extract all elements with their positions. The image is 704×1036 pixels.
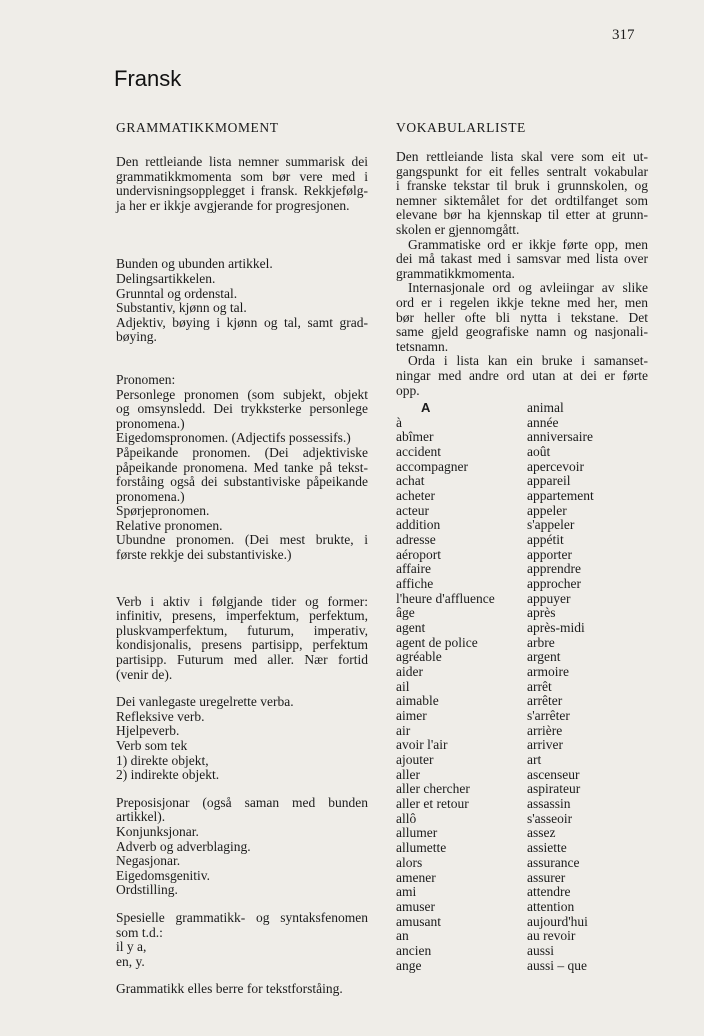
grammar-group-nouns [116,257,368,345]
text-line: Konjunksjonar. [116,823,199,839]
vocab-entry: après-midi [527,620,585,636]
text-line: første rekkje dei substantiviske.) [116,547,292,563]
vocab-entry: ange [396,957,422,973]
text-line: elevane bør ha kjennskap til etter at grunn- [396,207,648,223]
text-line: pronomena.) [116,488,185,504]
vocab-entry: apercevoir [527,458,584,474]
vocab-entry: à [396,414,402,430]
text-line: partisipp. Futurum med aller. Nær fortid [116,652,368,668]
grammar-column [116,118,368,997]
text-line: dei må takast med i samsvar med lista over [396,251,648,267]
text-line: Pronomen: [116,371,176,387]
text-line: Hjelpeverb. [116,723,180,739]
vocab-entry: allô [396,810,417,826]
vocab-entry: amuser [396,898,435,914]
vocab-entry: août [527,444,551,460]
vocab-entry: aller chercher [396,781,470,797]
vocab-entry: allumette [396,840,447,856]
vocab-entry: affiche [396,576,434,592]
vocab-entry: agent de police [396,634,478,650]
text-line: gangspunkt for eit felles sentralt vokabular [396,163,648,179]
text-line: Internasjonale ord og avleiingar av slike [408,280,648,296]
text-line: forståing også dei substantiviske påpeikande [116,474,368,490]
text-line: ningar med andre ord utan at dei er førte [396,367,648,383]
text-line: ord er i regelen ikkje tekne med her, men [396,294,648,310]
text-line: påpeikande pronomena. Med tanke på tekst- [116,459,368,475]
text-line: Verb i aktiv i følgjande tider og former: [116,593,368,609]
text-line: Spørjepronomen. [116,503,210,519]
text-line: og omsynsledd. Dei trykksterke personlege [116,401,368,417]
vocab-entry: apprendre [527,561,581,577]
grammar-group-particles [116,796,368,898]
text-line: opp. [396,382,420,398]
vocab-entry: aéroport [396,546,441,562]
vocab-col1-items [396,416,528,974]
vocab-paragraph-3 [396,281,648,354]
page-number: 317 [612,27,635,43]
text-line: en, y. [116,953,145,969]
vocab-entry: aimer [396,708,427,724]
vocab-entry: arbre [527,634,555,650]
vocab-entry: s'appeler [527,517,575,533]
text-line: Ordstilling. [116,882,178,898]
text-line: (venir de). [116,666,173,682]
text-line: Relative pronomen. [116,517,223,533]
vocab-entry: acteur [396,502,429,518]
text-line: 1) direkte objekt, [116,752,209,768]
text-line: grammatikkmomenta som bør vere med i [116,168,368,184]
vocab-entry: accompagner [396,458,468,474]
text-line: Bunden og ubunden artikkel. [116,256,273,272]
vocab-paragraph-2 [396,238,648,282]
vocab-entry: arrière [527,722,563,738]
vocab-entry: argent [527,649,561,665]
vocab-entry: attention [527,898,575,914]
vocab-entry: année [527,414,559,430]
vocab-entry: an [396,928,409,944]
vocab-column [396,118,648,398]
vocab-entry: s'asseoir [527,810,573,826]
text-line: Dei vanlegaste uregelrette verba. [116,694,294,710]
vocab-entry: l'heure d'affluence [396,590,495,606]
text-line: nemner siktemålet for det ordtilfanget som [396,192,648,208]
vocab-entry: adresse [396,532,436,548]
vocab-entry: air [396,722,411,738]
vocab-entry: au revoir [527,928,576,944]
vocab-entry: aussi – que [527,957,587,973]
text-line: Den rettleiande lista skal vere som eit ut- [396,149,648,164]
vocab-entry: aussi [527,942,554,958]
text-line: Eigedomsgenitiv. [116,867,210,883]
text-line: same gjeld geografiske namn og nasjonali- [396,324,648,340]
text-line: skolen er gjennomgått. [396,221,520,237]
text-line: artikkel). [116,809,166,825]
vocab-entry: avoir l'air [396,737,448,753]
text-line: Delingsartikkelen. [116,270,216,286]
text-line: Grammatikk elles berre for tekstforståing. [116,981,343,997]
text-line: Den rettleiande lista nemner summarisk dei [116,154,368,169]
vocab-entry: agréable [396,649,442,665]
text-line: ja her er ikkje avgjerande for progresjonen. [116,197,350,213]
text-line: bør heller ofte bli nytta i tekstane. Det [396,309,648,325]
vocab-entry: après [527,605,556,621]
vocab-entry: affaire [396,561,431,577]
vocab-paragraph-4 [396,354,648,398]
text-line: bøying. [116,329,157,345]
vocab-entry: aider [396,664,423,680]
vocab-list-column-1 [396,401,528,973]
text-line: Adverb og adverblaging. [116,838,251,854]
grammar-intro [116,155,368,213]
vocab-section-title: VOKABULARLISTE [396,120,526,135]
vocab-entry: aller [396,766,420,782]
vocab-entry: achat [396,473,425,489]
page-heading: Fransk [114,66,182,91]
vocab-list-column-2 [527,401,659,973]
vocab-entry: addition [396,517,441,533]
grammar-group-pronouns [116,373,368,563]
vocab-entry: assiette [527,840,567,856]
text-line: grammatikkmomenta. [396,265,515,281]
text-line: Substantiv, kjønn og tal. [116,300,247,316]
vocab-entry: amusant [396,913,441,929]
vocab-entry: appétit [527,532,564,548]
text-line: Eigedomspronomen. (Adjectifs possessifs.) [116,430,351,446]
vocab-entry: aller et retour [396,796,469,812]
text-line: tetsnamn. [396,338,449,354]
vocab-entry: art [527,752,542,768]
text-line: Adjektiv, bøying i kjønn og tal, samt grad- [116,314,368,330]
text-line: Refleksive verb. [116,708,205,724]
text-line: Grammatiske ord er ikkje førte opp, men [408,236,648,252]
text-line: i franske tekstar til bruk i grunnskolen, og [396,178,648,194]
text-line: Grunntal og ordenstal. [116,285,238,301]
grammar-group-other [116,982,368,997]
text-line: pluskvamperfektum, futurum, imperativ, [116,622,368,638]
vocab-entry: arriver [527,737,563,753]
text-line: Påpeikande pronomen. (Dei adjektiviske [116,444,368,460]
vocab-entry: appareil [527,473,571,489]
vocab-entry: accident [396,444,441,460]
text-line: Spesielle grammatikk- og syntaksfenomen [116,909,368,925]
vocab-entry: attendre [527,884,571,900]
vocab-entry: arrêter [527,693,563,709]
vocab-entry: alors [396,854,423,870]
vocab-entry: aujourd'hui [527,913,588,929]
text-line: Negasjonar. [116,853,181,869]
text-line: infinitiv, presens, imperfektum, perfektum, [116,608,368,624]
text-line: Preposisjonar (også saman med bunden [116,794,368,810]
text-line: undervisningsopplegget i fransk. Rekkjefølg- [116,183,368,199]
vocab-entry: abîmer [396,429,434,445]
text-line: Personlege pronomen (som subjekt, objekt [116,386,368,402]
vocab-entry: animal [527,400,564,415]
vocab-entry: assurer [527,869,566,885]
text-line: Orda i lista kan ein bruke i samanset- [408,353,648,369]
text-line: Verb som tek [116,738,188,753]
vocab-entry: apporter [527,546,572,562]
vocab-entry: appuyer [527,590,571,606]
vocab-entry: ail [396,678,410,694]
vocab-entry: âge [396,605,415,621]
text-line: 2) indirekte objekt. [116,767,220,783]
vocab-entry: ami [396,884,417,900]
vocab-entry: appartement [527,488,594,504]
grammar-group-verbs [116,595,368,683]
vocab-entry: s'arrêter [527,708,570,724]
text-line: pronomena.) [116,415,185,431]
vocab-entry: armoire [527,664,569,680]
vocab-entry: assurance [527,854,580,870]
vocab-entry: acheter [396,488,435,504]
vocab-entry: aspirateur [527,781,581,797]
vocab-entry: ancien [396,942,432,958]
vocab-entry: ascenseur [527,766,580,782]
vocab-entry: amener [396,869,436,885]
vocab-entry: allumer [396,825,438,841]
grammar-group-verb-types [116,695,368,783]
vocab-entry: arrêt [527,678,552,694]
vocab-paragraph-1 [396,150,648,238]
vocab-entry: appeler [527,502,567,518]
vocab-entry: agent [396,620,426,636]
grammar-section-title: GRAMMATIKKMOMENT [116,120,279,135]
text-line: som t.d.: [116,924,163,940]
vocab-entry: aimable [396,693,439,709]
vocab-entry: ajouter [396,752,434,768]
grammar-group-special [116,911,368,969]
vocab-col2-items [527,401,659,973]
vocab-entry: approcher [527,576,581,592]
text-line: il y a, [116,939,147,955]
text-line: Ubundne pronomen. (Dei mest brukte, i [116,532,368,548]
text-line: kondisjonalis, presens partisipp, perfektum [116,637,368,653]
vocab-entry: assez [527,825,556,841]
vocab-entry: anniversaire [527,429,593,445]
vocab-entry: assassin [527,796,571,812]
vocab-letter-heading: A [421,400,431,415]
